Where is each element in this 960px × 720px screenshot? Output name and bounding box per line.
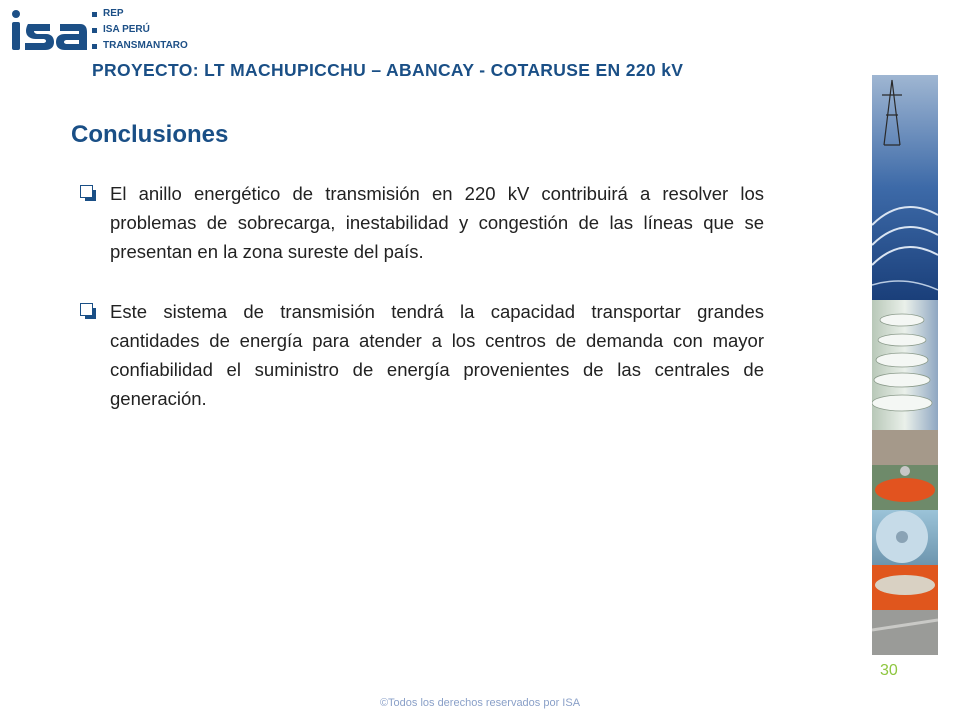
transmission-tower-photo [872,75,938,300]
bullet-item [80,297,764,413]
section-title: Conclusiones [71,121,229,148]
bullet-square-icon [92,44,97,49]
insulator-photo [872,300,938,430]
gray-cable-photo [872,610,938,655]
brand-item-rep: REP [92,6,188,22]
bullet-list [80,179,764,444]
brand-list [92,6,188,54]
bullet-square-icon [92,28,97,33]
brand-item-isa-peru: ISA PERÚ [92,22,188,38]
brand-item-transmantaro: TRANSMANTARO [92,38,188,54]
disc-insulator-photo [872,510,938,565]
orange-insulator-photo [872,465,938,510]
project-title: PROYECTO: LT MACHUPICCHU – ABANCAY - COTARUSE EN 220 kV [92,60,684,80]
photo-strip [872,75,938,655]
logo-text: isa [6,8,8,9]
texture-photo [872,430,938,465]
footer-copyright: ©Todos los derechos reservados por ISA [379,697,581,709]
bullet-text: El anillo energético de transmisión en 220 kV contribuirá a resolver los problemas de sobrecarga, inestabilidad y congestión de las líneas que se presentan en la zona sureste del país. [110,183,764,262]
page-number: 30 [880,662,898,679]
cable-photo [872,565,938,610]
checkbox-bullet-icon [80,303,93,316]
checkbox-bullet-icon [80,185,93,198]
bullet-item [80,179,764,266]
bullet-square-icon [92,12,97,17]
bullet-text: Este sistema de transmisión tendrá la capacidad transportar grandes cantidades de energía para atender a los centros de demanda con mayor confiabilidad el suministro de energía provenientes de las centrales de generación. [110,301,764,409]
